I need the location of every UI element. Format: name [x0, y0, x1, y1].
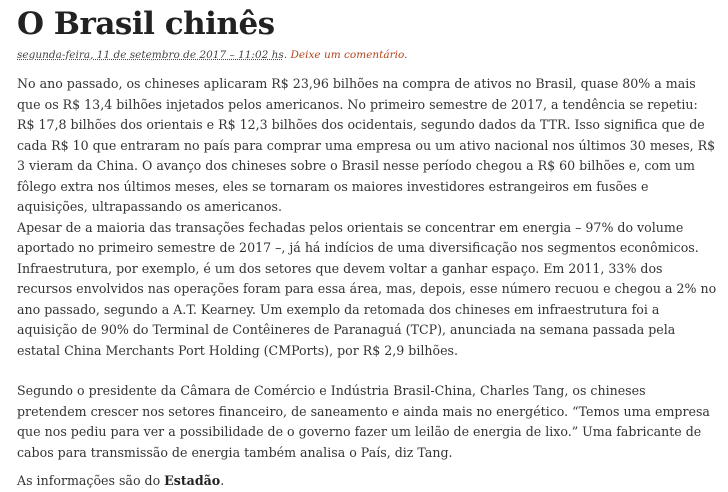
post-title[interactable]: O Brasil chinês	[17, 6, 275, 42]
blog-post	[17, 2, 719, 492]
paragraph-1: No ano passado, os chineses aplicaram R$ 23,96 bilhões na compra de ativos no Brasil, quase 80% a mais que os R$ 13,4 bilhões injetados pelos americanos. No primeiro semestre de 2017, a tendência se repetiu: R$ 17,8 bilhões dos orientais e R$ 12,3 bilhões dos ocidentais, segundo dados da TTR. Isso significa que de cada R$ 10 que entraram no país para comprar uma empresa ou um ativo nacional nos últimos 30 meses, R$ 3 vieram da China. O avanço dos chineses sobre o Brasil nesse período chegou a R$ 60 bilhões e, com um fôlego extra nos últimos meses, eles se tornaram os maiores investidores estrangeiros em fusões e aquisições, ultrapassando os americanos.	[17, 76, 716, 214]
source-line	[17, 471, 719, 492]
source-name: Estadão	[164, 473, 221, 488]
paragraph-3: Segundo o presidente da Câmara de Comércio e Indústria Brasil-China, Charles Tang, os chineses pretendem crescer nos setores financeiro, de saneamento e ainda mais no energético. “Temos uma empresa que nos pediu para ver a possibilidade de o governo fazer um leilão de energia de lixo.” Uma fabricante de cabos para transmissão de energia também analisa o País, diz Tang.	[17, 383, 710, 460]
meta-end: .	[404, 49, 408, 61]
source-suffix: .	[220, 473, 225, 488]
paragraph-2: Apesar de a maioria das transações fechadas pelos orientais se concentrar em energia – 97% do volume aportado no primeiro semestre de 2017 –, já há indícios de uma diversificação nos segmentos econômicos. Infraestrutura, por exemplo, é um dos setores que devem voltar a ganhar espaço. Em 2011, 33% dos recursos envolvidos nas operações foram para essa área, mas, depois, esse número recuou e chegou a 2% no ano passado, segundo a A.T. Kearney. Um exemplo da retomada dos chineses em infraestrutura foi a aquisição de 90% do Terminal de Contêineres de Paranaguá (TCP), anunciada na semana passada pela estatal China Merchants Port Holding (CMPorts), por R$ 2,9 bilhões.	[17, 219, 717, 358]
post-content	[17, 74, 719, 492]
leave-comment-link[interactable]: Deixe um comentário	[290, 49, 405, 61]
source-prefix: As informações são do	[17, 473, 165, 488]
post-date: segunda-feira, 11 de setembro de 2017 – 11:02 hs	[17, 49, 284, 61]
meta-separator: .	[283, 49, 288, 61]
post-meta	[17, 48, 719, 62]
